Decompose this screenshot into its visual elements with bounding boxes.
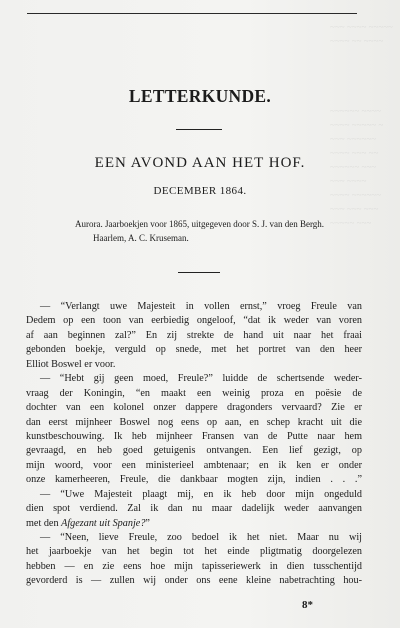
body-line: Elliot Boswel er voor. xyxy=(26,358,116,370)
source-citation xyxy=(75,217,345,245)
citation-divider xyxy=(178,272,220,273)
article-date: DECEMBER 1864. xyxy=(153,185,247,197)
body-line: af aan beginnen zal?” En zij strekte de hand uit naar het fraai xyxy=(26,329,362,341)
body-line: hebben — en zie eens hoe mijn tapisseriewerk in dien tusschentijd xyxy=(26,560,362,572)
body-line: gevorderd is — zullen wij onder ons eene kleine nabetrachting hou- xyxy=(26,575,362,587)
bleed-through-text: ~~~ ~~~~ ~~~~~ ~~~~ ~~ ~~~~ ~~~~~~ ~~~~ ~~~~ ~~~~~ ~ ~~~ ~~~~~~ ~~~~ ~~~ ~~ ~~~~~~ ~~~ ~~~ ~~~~ ~~~~ ~~~~~~ ~~~ ~~~ ~~~ ~~~~~ ~~~ xyxy=(330,22,393,228)
article-body xyxy=(26,300,362,589)
body-line: dan eerst mijnheer Boswel nog eens op aan, en schep kracht uit die xyxy=(26,416,362,428)
body-line xyxy=(26,517,362,531)
body-line: mijn woord, voor een ministerieel ambtenaar; en ik ken er onder xyxy=(26,459,362,471)
source-line-1: Aurora. Jaarboekjen voor 1865, uitgegeven door S. J. van den Bergh. xyxy=(75,219,325,229)
body-line: het jaarboekje van het begin tot het einde pligtmatig doorgelezen xyxy=(26,546,362,558)
body-line: gebonden boekje, verguld op snede, met het portret van den heer xyxy=(26,344,362,356)
body-line: — “Hebt gij geen moed, Freule?” luidde de schertsende weder- xyxy=(40,373,362,385)
body-line: vraag der Koningin, “en maakt een weinig proza en poësie de xyxy=(26,387,362,399)
body-line: dochter van een kolonel onzer dappere dragonders vervaard? Zie er xyxy=(26,402,362,414)
body-line: — “Verlangt uwe Majesteit in vollen ernst,” vroeg Freule van xyxy=(40,301,362,312)
body-line-text: met den xyxy=(26,517,62,529)
signature-mark: 8* xyxy=(302,599,313,611)
body-line: — “Neen, lieve Freule, zoo bedoel ik het niet. Maar nu wij xyxy=(40,532,362,543)
top-rule xyxy=(27,13,357,14)
body-line: gevraagd, en heb goed getuigenis ontvangen. Een lief gezigt, op xyxy=(26,445,362,457)
body-line: kunstbeschouwing. Ik heb mijnheer Fransen van de Putte naar hem xyxy=(26,430,362,442)
italic-title: Afgezant uit Spanje? xyxy=(61,517,146,529)
article-title: EEN AVOND AAN HET HOF. xyxy=(94,155,306,171)
body-line: — “Uwe Majesteit plaagt mij, en ik heb door mijn ongeduld xyxy=(40,488,362,500)
body-line-text: ” xyxy=(145,517,150,529)
body-line: Dedem op een toon van eerbiedig ongeloof, “dat ik weder van voren xyxy=(26,315,362,327)
section-divider xyxy=(176,129,222,130)
body-line: dien spot verdiend. Zal ik dan nu maar dadelijk weder aanvangen xyxy=(26,503,362,515)
section-title: LETTERKUNDE. xyxy=(128,86,272,106)
body-line: onze kamerheeren, Freule, die dankbaar mogten zijn, indien . . .” xyxy=(26,474,362,486)
source-line-2: Haarlem, A. C. Kruseman. xyxy=(93,233,189,243)
